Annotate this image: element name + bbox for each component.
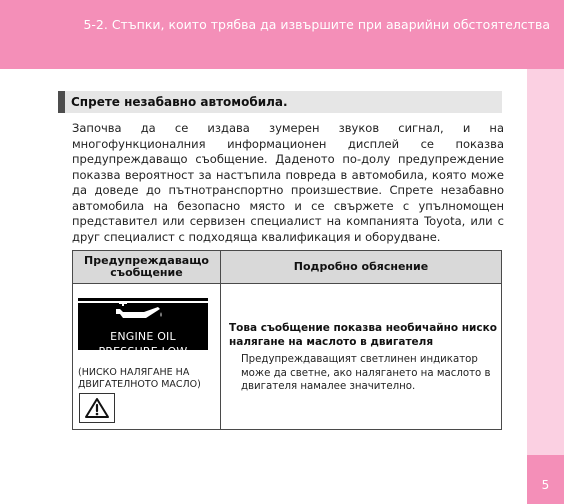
multi-info-display	[78, 298, 208, 358]
table-cell-explanation	[221, 284, 501, 429]
side-strip	[527, 69, 564, 504]
section-body-text: Започва да се издава зумерен звуков сигнал, и на многофункционалния информационен дисплей се показва предупреждаващо съобщение. Даденото по-долу предупреждение показва вероятност за настъпила повреда в автомобила, която може да доведе до пътнотранспортно произшествие. Спрете незабавно автомобила на безопасно място и се свържете с упълномощен представител или сервизен специалист на компанията Toyota, или с друг специалист с подходяща квалификация и оборудване.	[72, 121, 504, 244]
display-bottom-line	[78, 362, 208, 364]
message-caption: (НИСКО НАЛЯГАНЕ НА ДВИГАТЕЛНОТО МАСЛО)	[78, 367, 201, 390]
section-heading: Спрете незабавно автомобила.	[58, 91, 502, 113]
warning-triangle-icon	[84, 397, 110, 419]
header-bar	[0, 0, 564, 69]
explanation-body: Предупреждаващият светлинен индикатор може да светне, ако налягането на маслото в двигателя намалее значително.	[241, 354, 491, 392]
oil-can-icon	[114, 301, 164, 321]
header-title: 5-2. Стъпки, които трябва да извършите при аварийни обстоятелства	[83, 17, 550, 32]
warning-message-table	[72, 250, 502, 430]
page-number: 5	[541, 478, 550, 492]
table-header-explanation: Подробно обяснение	[221, 251, 501, 284]
warning-symbol-box	[79, 393, 115, 423]
table-header-message: Предупреждаващо съобщение	[73, 251, 221, 284]
explanation-title: Това съобщение показва необичайно ниско налягане на маслото в двигателя	[229, 322, 497, 348]
page-number-box	[527, 455, 564, 504]
display-text-line-1: ENGINE OIL	[110, 330, 176, 343]
display-text-line-2: PRESSURE LOW	[98, 345, 188, 358]
table-cell-message	[73, 284, 221, 429]
